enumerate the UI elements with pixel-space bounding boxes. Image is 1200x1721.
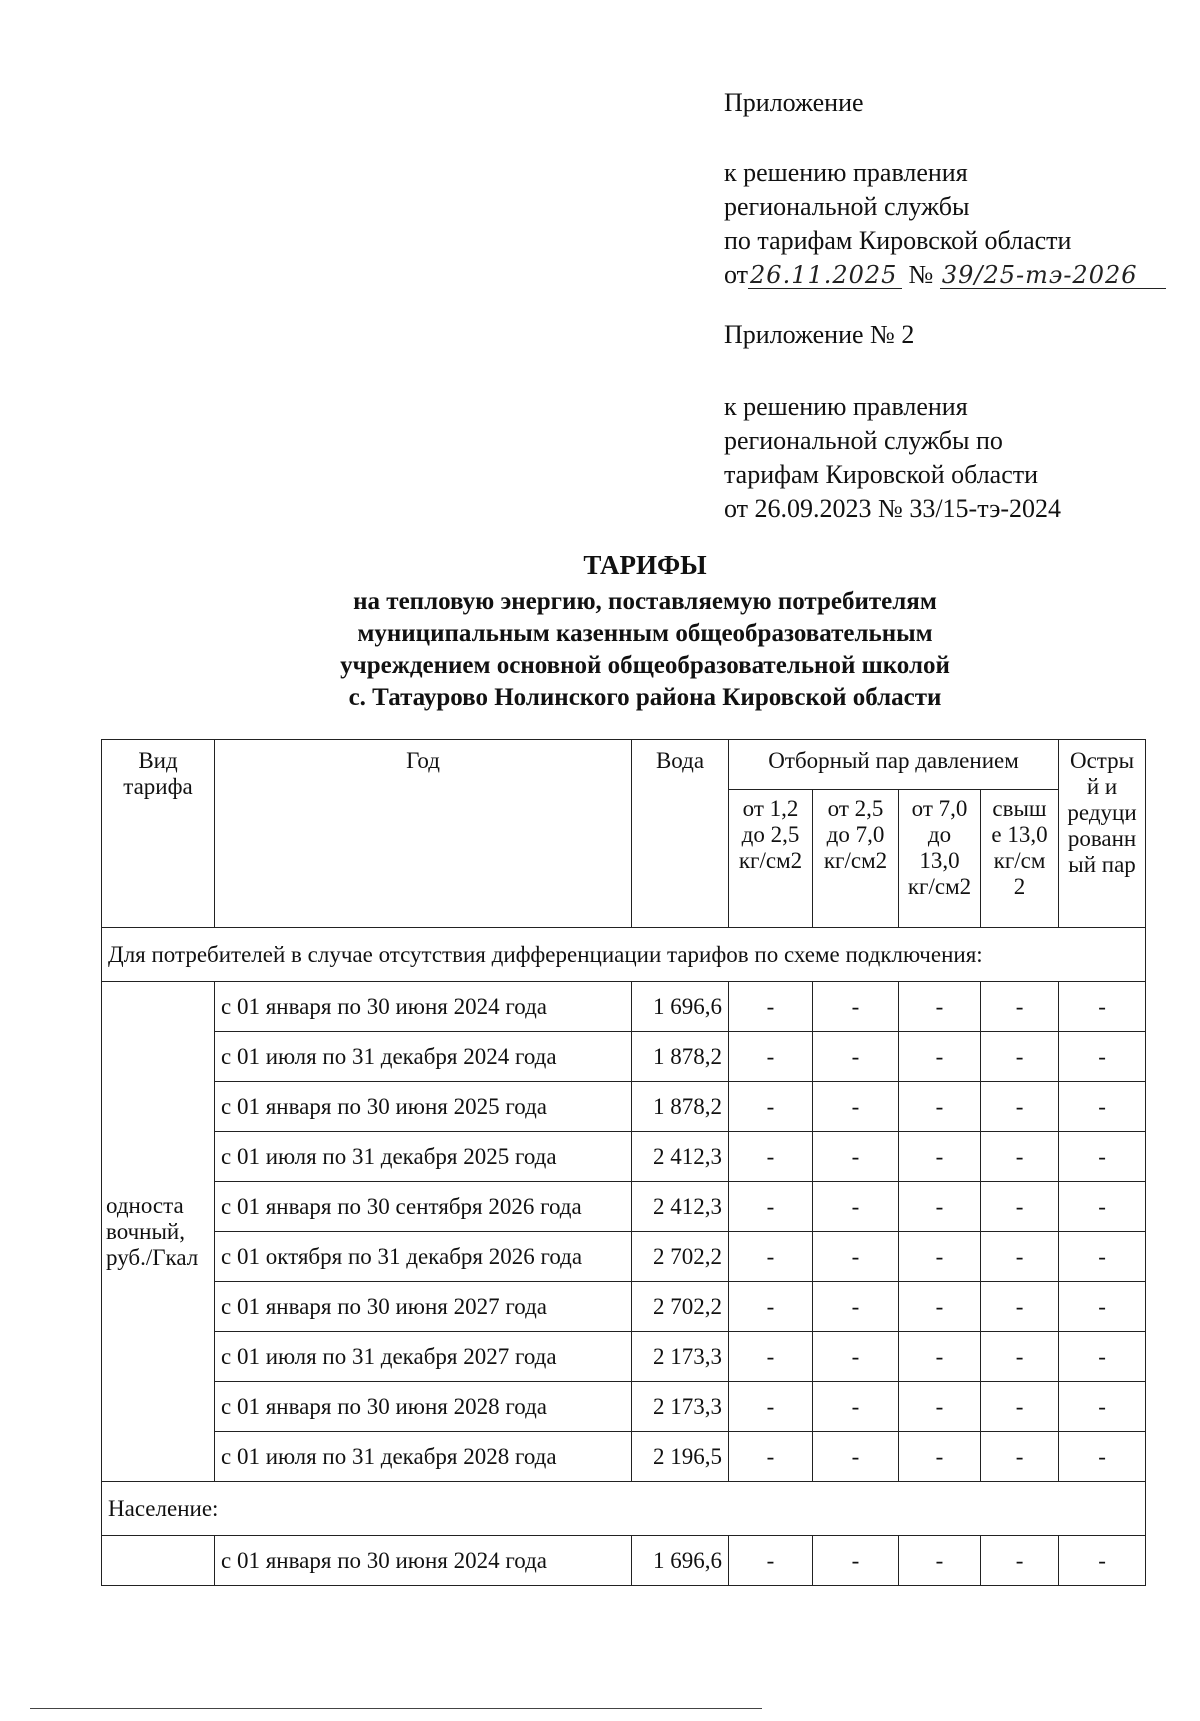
water-tariff-cell: 2 173,3	[632, 1332, 729, 1382]
table-row	[102, 1282, 1146, 1332]
appendix-2-title-text: Приложение № 2	[724, 320, 915, 349]
header-steam-line: 13,0	[919, 848, 960, 873]
empty-value-cell: -	[729, 1182, 813, 1232]
header-sharp-line: редуци	[1067, 800, 1137, 825]
table-row	[102, 1182, 1146, 1232]
empty-value-cell: -	[899, 1182, 981, 1232]
number-prefix: №	[908, 260, 934, 289]
empty-value-cell: -	[899, 1382, 981, 1432]
tariff-kind-line: односта	[106, 1192, 184, 1218]
header-sharp-line: рованн	[1067, 826, 1137, 851]
period-cell: с 01 июля по 31 декабря 2027 года	[215, 1332, 632, 1382]
table-row	[102, 1382, 1146, 1432]
empty-value-cell: -	[899, 1282, 981, 1332]
document-subtitle	[0, 586, 1200, 714]
section-label: Для потребителей в случае отсутствия дифференциации тарифов по схеме подключения:	[102, 928, 1146, 982]
header-steam-line: свыш	[992, 796, 1047, 821]
header-sharp-line: Остры	[1069, 748, 1135, 773]
table-row	[102, 1232, 1146, 1282]
header-steam-line: от 7,0	[911, 796, 968, 821]
header-steam-line: кг/см2	[823, 848, 888, 873]
table-row	[102, 1082, 1146, 1132]
header-year: Год	[215, 740, 632, 928]
water-tariff-cell: 2 412,3	[632, 1132, 729, 1182]
header-kind-line: Вид	[138, 748, 178, 773]
empty-value-cell: -	[1059, 1182, 1146, 1232]
empty-value-cell: -	[729, 1132, 813, 1182]
appendix-1-title	[724, 86, 864, 120]
water-tariff-cell: 2 173,3	[632, 1382, 729, 1432]
empty-value-cell: -	[981, 1332, 1059, 1382]
empty-value-cell: -	[729, 1082, 813, 1132]
table-row	[102, 1332, 1146, 1382]
empty-value-cell: -	[981, 1282, 1059, 1332]
appendix-1-body	[724, 156, 1166, 292]
header-steam-line: кг/см	[993, 848, 1046, 873]
water-tariff-cell: 2 702,2	[632, 1282, 729, 1332]
tariff-kind-line: вочный,	[106, 1218, 185, 1244]
empty-value-cell: -	[1059, 1332, 1146, 1382]
appendix-1-title-text: Приложение	[724, 88, 864, 117]
empty-value-cell: -	[1059, 1536, 1146, 1586]
empty-value-cell: -	[813, 1032, 899, 1082]
empty-value-cell: -	[813, 982, 899, 1032]
appendix-2-line: региональной службы по	[724, 426, 1003, 455]
empty-value-cell: -	[981, 1232, 1059, 1282]
empty-value-cell: -	[813, 1432, 899, 1482]
empty-value-cell: -	[899, 1332, 981, 1382]
header-water: Вода	[632, 740, 729, 928]
empty-value-cell: -	[813, 1232, 899, 1282]
appendix-1-line: по тарифам Кировской области	[724, 226, 1072, 255]
empty-value-cell: -	[813, 1382, 899, 1432]
empty-value-cell: -	[981, 982, 1059, 1032]
header-sharp-steam	[1059, 740, 1146, 928]
empty-value-cell: -	[1059, 1032, 1146, 1082]
header-steam-line: 2	[1013, 874, 1026, 899]
empty-value-cell: -	[899, 1432, 981, 1482]
empty-value-cell: -	[899, 1536, 981, 1586]
water-tariff-cell: 1 696,6	[632, 982, 729, 1032]
handwritten-number: 39/25-тэ-2026	[940, 262, 1166, 289]
empty-value-cell: -	[729, 1332, 813, 1382]
header-sharp-line: й и	[1086, 774, 1118, 799]
table-row	[102, 1432, 1146, 1482]
period-cell: с 01 января по 30 сентября 2026 года	[215, 1182, 632, 1232]
water-tariff-cell: 1 878,2	[632, 1082, 729, 1132]
subtitle-line: учреждением основной общеобразовательной школой	[340, 652, 950, 679]
empty-value-cell: -	[981, 1082, 1059, 1132]
table-row	[102, 1536, 1146, 1586]
appendix-2-line: к решению правления	[724, 392, 968, 421]
section-label: Население:	[102, 1482, 1146, 1536]
handwritten-date: 26.11.2025	[748, 262, 902, 289]
empty-value-cell: -	[1059, 1132, 1146, 1182]
empty-value-cell: -	[899, 1232, 981, 1282]
empty-value-cell: -	[1059, 1382, 1146, 1432]
section-row	[102, 1482, 1146, 1536]
period-cell: с 01 января по 30 июня 2025 года	[215, 1082, 632, 1132]
header-steam-line: до 7,0	[826, 822, 885, 847]
tariff-table-body	[102, 928, 1146, 1586]
empty-value-cell: -	[981, 1032, 1059, 1082]
empty-value-cell: -	[981, 1132, 1059, 1182]
empty-value-cell: -	[813, 1182, 899, 1232]
subtitle-line: муниципальным казенным общеобразовательным	[357, 620, 933, 647]
empty-value-cell: -	[1059, 982, 1146, 1032]
table-row	[102, 982, 1146, 1032]
header-steam-line: кг/см2	[738, 848, 803, 873]
subtitle-line: на тепловую энергию, поставляемую потребителям	[353, 588, 937, 615]
empty-value-cell: -	[981, 1432, 1059, 1482]
period-cell: с 01 января по 30 июня 2027 года	[215, 1282, 632, 1332]
empty-value-cell: -	[899, 1082, 981, 1132]
appendix-2-line: тарифам Кировской области	[724, 460, 1039, 489]
period-cell: с 01 октября по 31 декабря 2026 года	[215, 1232, 632, 1282]
tariff-kind-line: руб./Гкал	[106, 1244, 199, 1270]
appendix-1-date-line	[724, 258, 1166, 292]
empty-value-cell: -	[813, 1132, 899, 1182]
period-cell: с 01 июля по 31 декабря 2024 года	[215, 1032, 632, 1082]
tariff-table	[101, 739, 1146, 1586]
header-kind-line: тарифа	[123, 774, 193, 799]
water-tariff-cell: 2 412,3	[632, 1182, 729, 1232]
water-tariff-cell: 2 196,5	[632, 1432, 729, 1482]
empty-value-cell: -	[729, 1282, 813, 1332]
empty-value-cell: -	[1059, 1232, 1146, 1282]
period-cell: с 01 января по 30 июня 2024 года	[215, 982, 632, 1032]
empty-value-cell: -	[729, 1032, 813, 1082]
header-steam-2	[813, 790, 899, 928]
appendix-2-line: от 26.09.2023 № 33/15-тэ-2024	[724, 494, 1062, 523]
empty-value-cell: -	[899, 982, 981, 1032]
subtitle-line: с. Татаурово Нолинского района Кировской области	[348, 684, 942, 711]
section-row	[102, 928, 1146, 982]
empty-value-cell: -	[899, 1132, 981, 1182]
empty-value-cell: -	[813, 1332, 899, 1382]
empty-value-cell: -	[1059, 1282, 1146, 1332]
period-cell: с 01 июля по 31 декабря 2025 года	[215, 1132, 632, 1182]
tariff-kind-cell	[102, 1536, 215, 1586]
empty-value-cell: -	[1059, 1082, 1146, 1132]
header-kind	[102, 740, 215, 928]
footer-divider	[30, 1708, 762, 1709]
empty-value-cell: -	[813, 1536, 899, 1586]
period-cell: с 01 июля по 31 декабря 2028 года	[215, 1432, 632, 1482]
period-cell: с 01 января по 30 июня 2028 года	[215, 1382, 632, 1432]
empty-value-cell: -	[813, 1082, 899, 1132]
appendix-2-body	[724, 390, 1061, 526]
header-steam-3	[899, 790, 981, 928]
water-tariff-cell: 2 702,2	[632, 1232, 729, 1282]
empty-value-cell: -	[981, 1536, 1059, 1586]
table-row	[102, 1132, 1146, 1182]
empty-value-cell: -	[813, 1282, 899, 1332]
header-steam-1	[729, 790, 813, 928]
header-steam-line: от 2,5	[827, 796, 884, 821]
empty-value-cell: -	[729, 1232, 813, 1282]
empty-value-cell: -	[981, 1382, 1059, 1432]
empty-value-cell: -	[1059, 1432, 1146, 1482]
empty-value-cell: -	[729, 1432, 813, 1482]
header-steam-line: до	[927, 822, 952, 847]
appendix-1-line: региональной службы	[724, 192, 970, 221]
water-tariff-cell: 1 696,6	[632, 1536, 729, 1586]
empty-value-cell: -	[729, 1536, 813, 1586]
empty-value-cell: -	[729, 1382, 813, 1432]
header-steam-line: до 2,5	[741, 822, 800, 847]
appendix-1-line: к решению правления	[724, 158, 968, 187]
tariff-kind-cell	[102, 982, 215, 1482]
header-steam-line: кг/см2	[907, 874, 972, 899]
header-steam-group: Отборный пар давлением	[729, 740, 1059, 790]
header-steam-4	[981, 790, 1059, 928]
header-steam-line: е 13,0	[991, 822, 1048, 847]
period-cell: с 01 января по 30 июня 2024 года	[215, 1536, 632, 1586]
date-prefix: от	[724, 260, 749, 289]
empty-value-cell: -	[981, 1182, 1059, 1232]
document-title: ТАРИФЫ	[583, 550, 707, 580]
empty-value-cell: -	[899, 1032, 981, 1082]
header-steam-line: от 1,2	[742, 796, 799, 821]
header-sharp-line: ый пар	[1068, 852, 1136, 877]
table-row	[102, 1032, 1146, 1082]
empty-value-cell: -	[729, 982, 813, 1032]
water-tariff-cell: 1 878,2	[632, 1032, 729, 1082]
appendix-2-title	[724, 318, 914, 352]
